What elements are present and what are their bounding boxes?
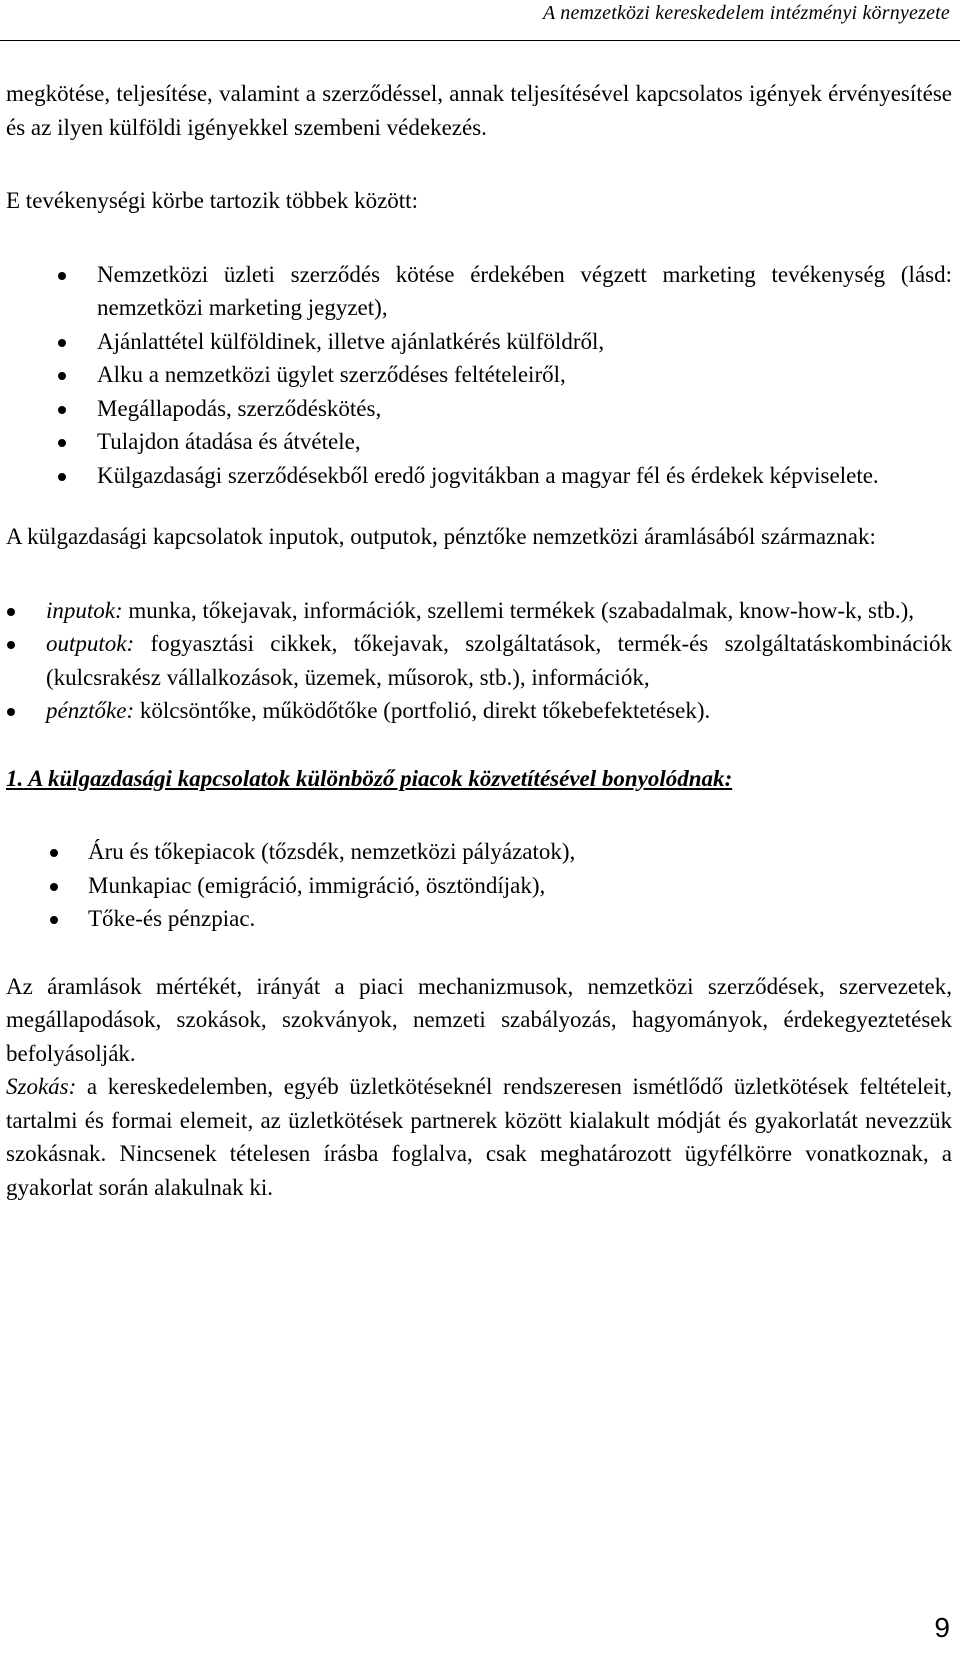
- list-item: [6, 627, 952, 694]
- intro-paragraph: megkötése, teljesítése, valamint a szerződéssel, annak teljesítésével kapcsolatos igények érvényesítése és az ilyen külföldi igényekkel szembeni védekezés.: [6, 81, 952, 140]
- flows-list: [6, 594, 952, 728]
- flow-term: pénztőke:: [46, 698, 135, 723]
- list-item: Ajánlattétel külföldinek, illetve ajánlatkérés külföldről,: [6, 325, 952, 359]
- running-header-title: A nemzetközi kereskedelem intézményi környezete: [542, 2, 950, 24]
- list-item: Alku a nemzetközi ügylet szerződéses feltételeiről,: [6, 358, 952, 392]
- list-item: [6, 694, 952, 728]
- markets-list: [6, 835, 952, 936]
- list-item: Megállapodás, szerződéskötés,: [6, 392, 952, 426]
- custom-text: a kereskedelemben, egyéb üzletkötéseknél rendszeresen ismétlődő üzletkötések feltételeit, tartalmi és formai elemeit, az üzletkötések partnerek között kialakult módját és gyakorlatát nevezzük szokásnak. Nincsenek tételesen írásba foglalva, csak meghatározott ügyfélkörre vonatkoznak, a gyakorlat során alakulnak ki.: [6, 1074, 952, 1200]
- flow-text: munka, tőkejavak, információk, szellemi termékek (szabadalmak, know-how-k, stb.),: [122, 597, 914, 623]
- influence-paragraph: Az áramlások mértékét, irányát a piaci mechanizmusok, nemzetközi szerződések, szervezetek, megállapodások, szokások, szokványok, nemzeti szabályozás, hagyományok, érdekegyeztetések befolyásolják.: [6, 973, 952, 1066]
- section-title: A külgazdasági kapcsolatok különböző piacok közvetítésével bonyolódnak: [28, 765, 725, 791]
- list-item: Tőke-és pénzpiac.: [6, 902, 952, 936]
- list-item: Áru és tőkepiacok (tőzsdék, nemzetközi pályázatok),: [6, 835, 952, 869]
- list-item: Nemzetközi üzleti szerződés kötése érdekében végzett marketing tevékenység (lásd: nemzetközi marketing jegyzet),: [6, 258, 952, 325]
- flows-intro: A külgazdasági kapcsolatok inputok, outputok, pénztőke nemzetközi áramlásából származnak:: [6, 524, 876, 549]
- flow-term: inputok:: [46, 597, 123, 623]
- custom-term: Szokás:: [6, 1074, 77, 1099]
- flow-term: outputok:: [46, 631, 135, 656]
- page-header: [0, 0, 960, 41]
- list-item: Munkapiac (emigráció, immigráció, ösztöndíjak),: [6, 869, 952, 903]
- section-heading: [6, 762, 952, 796]
- list-item: Külgazdasági szerződésekből eredő jogvitákban a magyar fél és érdekek képviselete.: [6, 459, 952, 493]
- page-number: 9: [934, 1612, 950, 1643]
- list-item: [6, 594, 952, 628]
- flow-text: kölcsöntőke, működőtőke (portfolió, direkt tőkebefektetések).: [134, 698, 711, 723]
- list-item: Tulajdon átadása és átvétele,: [6, 425, 952, 459]
- section-colon: :: [724, 765, 733, 791]
- page-body: [6, 77, 952, 1204]
- activities-intro: E tevékenységi körbe tartozik többek között:: [6, 188, 418, 213]
- section-number: 1.: [6, 765, 24, 791]
- activities-list: [6, 258, 952, 493]
- flow-text: fogyasztási cikkek, tőkejavak, szolgáltatások, termék-és szolgáltatáskombinációk (kulcsrakész vállalkozások, üzemek, műsorok, stb.), információk,: [46, 631, 952, 690]
- custom-paragraph: [6, 1070, 952, 1204]
